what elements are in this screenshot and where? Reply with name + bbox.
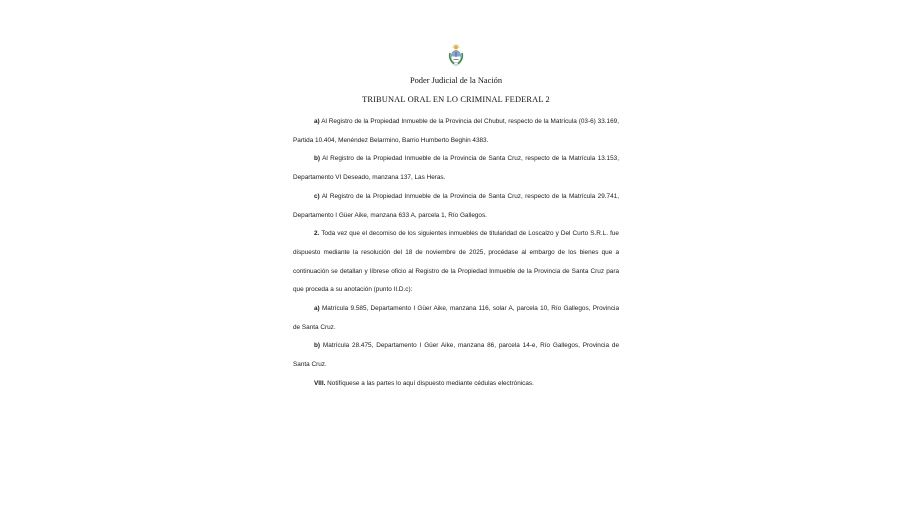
paragraph-point-viii (293, 375, 619, 394)
paragraph-subitem-b (293, 337, 619, 374)
item-text: Al Registro de la Propiedad Inmueble de la Provincia de Santa Cruz, respecto de la Matrícula 13.153, Departamento VI Deseado, manzana 137, Las Heras. (293, 155, 619, 182)
document-body (293, 113, 619, 394)
item-marker: a) (314, 118, 320, 125)
item-text: Matrícula 9.585, Departamento I Güer Aike, manzana 116, solar A, parcela 10, Río Gallegos, Provincia de Santa Cruz. (293, 305, 619, 331)
item-marker: a) (314, 305, 320, 313)
paragraph-subitem-a (293, 300, 619, 337)
paragraph-item-a (293, 113, 619, 150)
institution-name: Poder Judicial de la Nación (409, 76, 503, 85)
item-marker: VIII. (314, 379, 326, 387)
item-text: Al Registro de la Propiedad Inmueble de la Provincia de Santa Cruz, respecto de la Matrícula 29.741, Departamento I Güer Aike, manzana 633 A, parcela 1, Río Gallegos. (293, 192, 619, 219)
item-marker: b) (314, 342, 321, 350)
item-marker: 2. (314, 230, 320, 238)
item-text: Al Registro de la Propiedad Inmueble de la Provincia del Chubut, respecto de la Matrícula (03-6) 33.169, Partida 10.404, Menéndez Belarmino, Barrio Humberto Beghin 4383. (293, 118, 619, 144)
item-marker: c) (314, 192, 320, 200)
paragraph-item-b (293, 150, 619, 187)
item-text: Matrícula 28.475, Departamento I Güer Aike, manzana 86, parcela 14-e, Río Gallegos, Provincia de Santa Cruz. (293, 342, 619, 369)
item-marker: b) (314, 155, 321, 163)
paragraph-point-2 (293, 225, 619, 300)
court-name: TRIBUNAL ORAL EN LO CRIMINAL FEDERAL 2 (362, 95, 550, 104)
item-text: Toda vez que el decomiso de los siguientes inmuebles de titularidad de Loscalzo y Del Curto S.R.L. fue dispuesto mediante la resolución del 18 de noviembre de 2025, procédase al embargo de los bienes que a continuación se detallan y líbrese oficio al Registro de la Propiedad Inmueble de la Provincia de Santa Cruz para que proceda a su anotación (punto II.D.c): (293, 230, 619, 294)
argentina-coat-of-arms-icon (447, 44, 465, 66)
paragraph-item-c (293, 188, 619, 225)
item-text: Notifíquese a las partes lo aquí dispuesto mediante cédulas electrónicas. (325, 379, 534, 387)
